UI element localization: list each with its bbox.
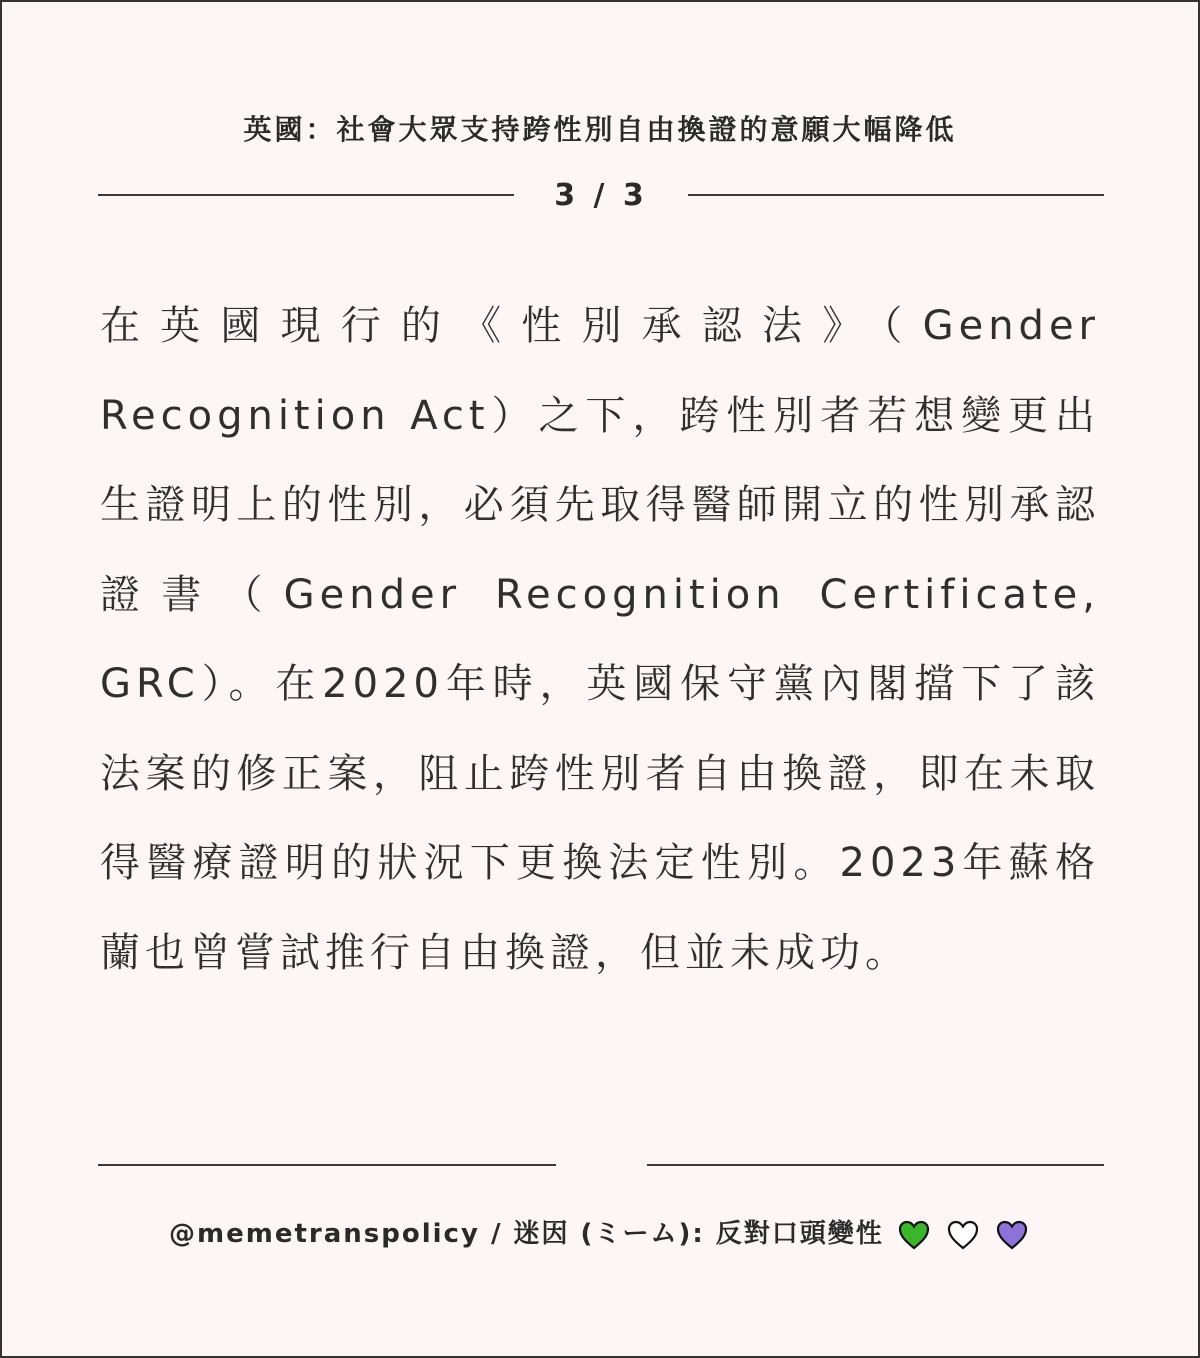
- footer-credit-line: [2, 1214, 1198, 1254]
- footer-credit: @memetranspolicy / 迷因 (ミーム): 反對口頭變性: [169, 1219, 884, 1249]
- divider-right: [688, 194, 1104, 196]
- green-heart-icon: [898, 1220, 930, 1250]
- purple-heart-icon: [996, 1220, 1028, 1250]
- footer-divider-left: [98, 1164, 556, 1166]
- body-paragraph: 在英國現行的《性別承認法》（Gender Recognition Act）之下，跨性別者若想變更出生證明上的性別，必須先取得醫師開立的性別承認證書（Gender Recognition Certificate, GRC）。在2020年時，英國保守黨內閣擋下了該法案的修正案，阻止跨性別者自由換證，即在未取得醫療證明的狀況下更換法定性別。2023年蘇格蘭也曾嘗試推行自由換證，但並未成功。: [100, 303, 1100, 976]
- divider-left: [98, 194, 514, 196]
- slide-title: 英國：社會大眾支持跨性別自由換證的意願大幅降低: [243, 113, 957, 146]
- footer-divider-right: [647, 1164, 1104, 1166]
- page-indicator: 3 / 3: [554, 178, 648, 213]
- white-heart-icon: [947, 1220, 979, 1250]
